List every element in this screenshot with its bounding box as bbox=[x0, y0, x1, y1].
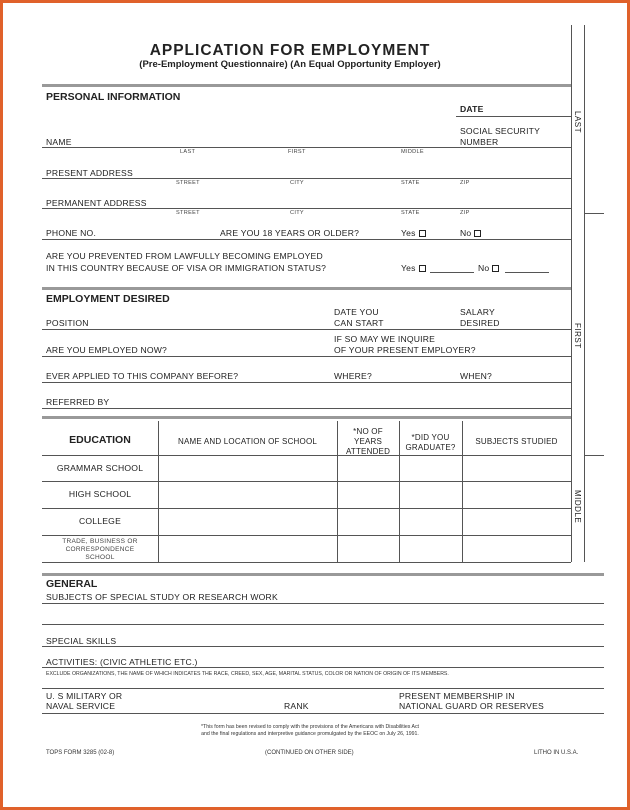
form-number: TOPS FORM 3285 (02-8) bbox=[46, 750, 115, 756]
present-state-sub: STATE bbox=[401, 180, 420, 186]
section-rule bbox=[42, 287, 571, 290]
edu-row-trade-2: CORRESPONDENCE bbox=[65, 546, 135, 553]
visa-question-line1: ARE YOU PREVENTED FROM LAWFULLY BECOMING EMPLOYED bbox=[46, 251, 323, 261]
age-no-checkbox[interactable] bbox=[474, 230, 481, 237]
col-school-header: NAME AND LOCATION OF SCHOOL bbox=[177, 437, 318, 446]
inquire-label-1: IF SO MAY WE INQUIRE bbox=[334, 334, 436, 344]
guard-label-2: NATIONAL GUARD OR RESERVES bbox=[399, 701, 544, 711]
employed-now-line[interactable] bbox=[42, 356, 571, 357]
rank-label: RANK bbox=[284, 701, 309, 711]
visa-yes-label: Yes bbox=[401, 263, 416, 273]
side-tick bbox=[584, 213, 604, 214]
ssn-label: SOCIAL SECURITY bbox=[460, 126, 541, 136]
exclude-note: EXCLUDE ORGANIZATIONS, THE NAME OF WHICH INDICATES THE RACE, CREED, SEX, AGE, MARITAL STATUS, COLOR OR NATION OF ORIGIN OF ITS MEMBERS. bbox=[46, 671, 449, 677]
present-address-label: PRESENT ADDRESS bbox=[46, 168, 133, 178]
side-label-first: FIRST bbox=[573, 323, 582, 349]
personal-heading: PERSONAL INFORMATION bbox=[46, 91, 181, 103]
col-years-header-1: *NO OF bbox=[353, 427, 383, 436]
edu-row-trade-1: TRADE, BUSINESS OR bbox=[62, 538, 138, 545]
applied-before-label: EVER APPLIED TO THIS COMPANY BEFORE? bbox=[46, 371, 239, 381]
permanent-state-sub: STATE bbox=[401, 210, 420, 216]
date-line bbox=[456, 116, 571, 117]
special-study-label: SUBJECTS OF SPECIAL STUDY OR RESEARCH WORK bbox=[46, 592, 278, 602]
edu-row-high-school: HIGH SCHOOL bbox=[68, 489, 132, 499]
age-yes-checkbox[interactable] bbox=[419, 230, 426, 237]
col-years-header-3: ATTENDED bbox=[345, 447, 391, 456]
edu-bottom-rule bbox=[42, 562, 571, 563]
phone-label: PHONE NO. bbox=[46, 228, 97, 238]
start-date-label-1: DATE YOU bbox=[334, 307, 379, 317]
education-heading: EDUCATION bbox=[69, 434, 131, 446]
permanent-city-sub: CITY bbox=[290, 210, 304, 216]
side-label-middle: MIDDLE bbox=[573, 490, 582, 524]
col-years-header-2: YEARS bbox=[353, 437, 383, 446]
ada-notice-2: and the final regulations and interpretive guidance promulgated by the EEOC on July 26, 1991. bbox=[201, 731, 419, 737]
name-label: NAME bbox=[46, 137, 72, 147]
ssn-label-2: NUMBER bbox=[460, 137, 499, 147]
special-study-line[interactable] bbox=[42, 603, 604, 604]
name-first-sub: FIRST bbox=[288, 149, 306, 155]
applied-before-line[interactable] bbox=[42, 382, 571, 383]
visa-no-line[interactable] bbox=[505, 272, 549, 273]
section-rule bbox=[42, 573, 604, 576]
edu-row-grammar: GRAMMAR SCHOOL bbox=[56, 463, 144, 473]
phone-line[interactable] bbox=[42, 239, 571, 240]
salary-label-1: SALARY bbox=[460, 307, 495, 317]
name-last-sub: LAST bbox=[180, 149, 196, 155]
age-yes-label: Yes bbox=[401, 228, 416, 238]
position-line[interactable] bbox=[42, 329, 571, 330]
guard-label-1: PRESENT MEMBERSHIP IN bbox=[399, 691, 515, 701]
permanent-address-line[interactable] bbox=[42, 208, 571, 209]
name-line[interactable] bbox=[42, 147, 571, 148]
side-divider bbox=[571, 25, 572, 562]
edu-row-rule bbox=[42, 455, 571, 456]
general-heading: GENERAL bbox=[46, 578, 98, 590]
visa-no-option[interactable] bbox=[478, 263, 499, 273]
position-label: POSITION bbox=[46, 318, 89, 328]
special-skills-line[interactable] bbox=[42, 646, 604, 647]
side-tick bbox=[584, 455, 604, 456]
activities-label: ACTIVITIES: (CIVIC ATHLETIC ETC.) bbox=[46, 657, 198, 667]
present-city-sub: CITY bbox=[290, 180, 304, 186]
name-middle-sub: MIDDLE bbox=[401, 149, 424, 155]
ada-notice-1: *This form has been revised to comply with the provisions of the Americans with Disabilities Act bbox=[201, 724, 419, 730]
special-study-line-2[interactable] bbox=[42, 624, 604, 625]
employed-now-label: ARE YOU EMPLOYED NOW? bbox=[46, 345, 168, 355]
military-line[interactable] bbox=[42, 713, 604, 714]
employment-heading: EMPLOYMENT DESIRED bbox=[46, 293, 170, 305]
present-address-line[interactable] bbox=[42, 178, 571, 179]
visa-question-line2: IN THIS COUNTRY BECAUSE OF VISA OR IMMIGRATION STATUS? bbox=[46, 263, 327, 273]
permanent-address-label: PERMANENT ADDRESS bbox=[46, 198, 147, 208]
start-date-label-2: CAN START bbox=[334, 318, 384, 328]
permanent-street-sub: STREET bbox=[176, 210, 200, 216]
col-graduate-header-2: GRADUATE? bbox=[405, 443, 456, 452]
edu-row-rule bbox=[42, 481, 571, 482]
education-top-rule bbox=[42, 416, 571, 419]
military-label-1: U. S MILITARY OR bbox=[46, 691, 123, 701]
edu-row-college: COLLEGE bbox=[79, 516, 121, 526]
edu-row-rule bbox=[42, 508, 571, 509]
salary-label-2: DESIRED bbox=[460, 318, 500, 328]
date-label: DATE bbox=[460, 104, 484, 114]
military-label-2: NAVAL SERVICE bbox=[46, 701, 116, 711]
col-graduate-header-1: *DID YOU bbox=[411, 433, 450, 442]
visa-yes-option[interactable] bbox=[401, 263, 426, 273]
form-title: APPLICATION FOR EMPLOYMENT bbox=[149, 42, 431, 59]
permanent-zip-sub: ZIP bbox=[460, 210, 470, 216]
visa-no-checkbox[interactable] bbox=[492, 265, 499, 272]
side-label-last: LAST bbox=[573, 111, 582, 134]
edu-row-rule bbox=[42, 535, 571, 536]
age-no-label: No bbox=[460, 228, 472, 238]
inquire-label-2: OF YOUR PRESENT EMPLOYER? bbox=[334, 345, 476, 355]
referred-by-line[interactable] bbox=[42, 408, 571, 409]
age-yes-option[interactable] bbox=[401, 228, 426, 238]
present-zip-sub: ZIP bbox=[460, 180, 470, 186]
edu-row-trade-3: SCHOOL bbox=[85, 554, 115, 561]
age-no-option[interactable] bbox=[460, 228, 481, 238]
where-label: WHERE? bbox=[334, 371, 372, 381]
col-subjects-header: SUBJECTS STUDIED bbox=[475, 437, 558, 446]
visa-yes-checkbox[interactable] bbox=[419, 265, 426, 272]
visa-yes-line[interactable] bbox=[430, 272, 474, 273]
side-divider-2 bbox=[584, 25, 585, 562]
litho-note: LITHO IN U.S.A. bbox=[534, 750, 579, 756]
present-street-sub: STREET bbox=[176, 180, 200, 186]
visa-no-label: No bbox=[478, 263, 490, 273]
when-label: WHEN? bbox=[460, 371, 493, 381]
age-question: ARE YOU 18 YEARS OR OLDER? bbox=[220, 228, 360, 238]
activities-line[interactable] bbox=[42, 667, 604, 668]
activities-line-2[interactable] bbox=[42, 688, 604, 689]
special-skills-label: SPECIAL SKILLS bbox=[46, 636, 117, 646]
form-subtitle: (Pre-Employment Questionnaire) (An Equal Opportunity Employer) bbox=[139, 59, 441, 70]
section-rule bbox=[42, 84, 571, 87]
referred-by-label: REFERRED BY bbox=[46, 397, 110, 407]
continued-note: (CONTINUED ON OTHER SIDE) bbox=[265, 750, 354, 756]
